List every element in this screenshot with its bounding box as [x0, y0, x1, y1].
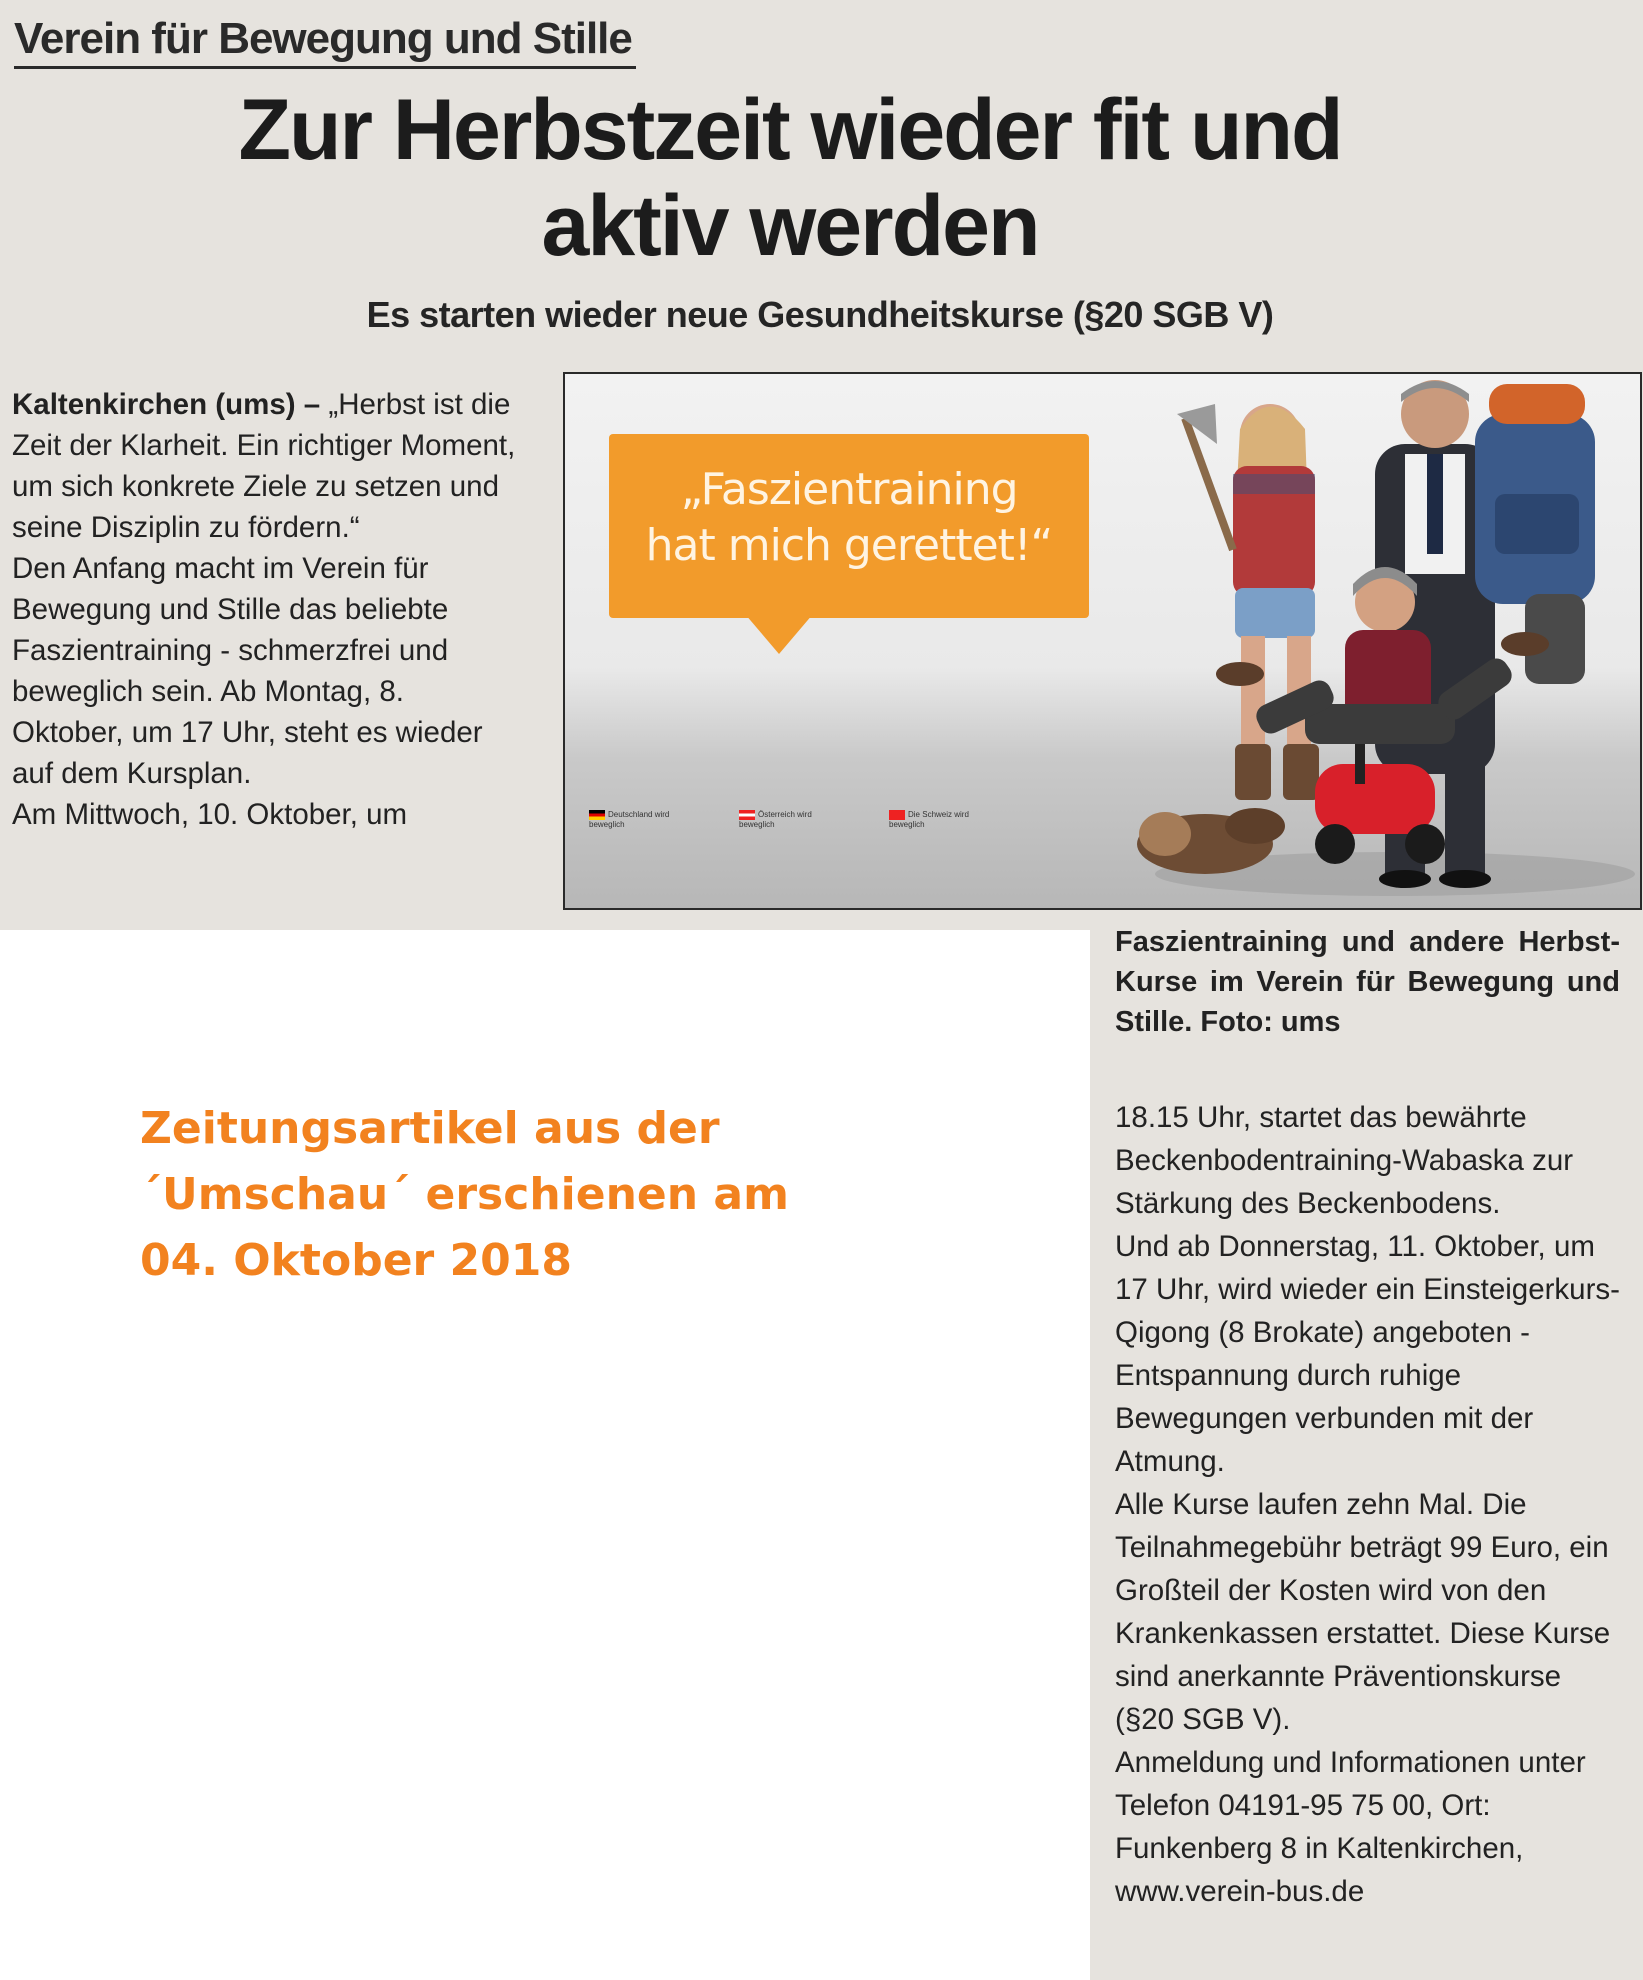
headline-line-1: Zur Herbstzeit wieder fit und — [238, 82, 1342, 178]
article-subheadline: Es starten wieder neue Gesundheitskurse (§20 SGB V) — [366, 294, 1274, 335]
article-headline — [140, 82, 1440, 274]
logo-austria-text: Österreich wird beweglich — [739, 810, 812, 829]
article-photo — [563, 372, 1642, 910]
paragraph-fees: Alle Kurse laufen zehn Mal. Die Teilnahmegebühr beträgt 99 Euro, ein Großteil der Kosten wird von den Krankenkassen erstattet. Diese Kurse sind anerkannte Präventionskurse (§20 SGB V). — [1115, 1488, 1611, 1736]
paragraph-intro — [12, 384, 518, 548]
austria-flag-icon — [739, 810, 755, 820]
paragraph-contact: Anmeldung und Informationen unter Telefon 04191-95 75 00, Ort: Funkenberg 8 in Kaltenkirchen, www.verein-bus.de — [1115, 1746, 1586, 1908]
paragraph-beckenboden: 18.15 Uhr, startet das bewährte Beckenbodentraining-Wabaska zur Stärkung des Beckenbodens. — [1115, 1101, 1574, 1220]
source-note-line-1: Zeitungsartikel aus der — [140, 1103, 720, 1154]
woman-figure — [1177, 404, 1319, 800]
speech-line-2: hat mich gerettet!“ — [645, 520, 1053, 571]
article-kicker: Verein für Bewegung und Stille — [14, 12, 636, 69]
left-text-column — [12, 384, 518, 835]
logo-germany — [589, 810, 679, 829]
source-note-line-3: 04. Oktober 2018 — [140, 1235, 573, 1286]
people-illustration — [565, 374, 1640, 908]
right-text-column — [1115, 1096, 1620, 1913]
intro-quote: „Herbst ist die Zeit der Klarheit. Ein richtiger Moment, um sich konkrete Ziele zu setzen und seine Disziplin zu fördern.“ — [12, 388, 516, 544]
paragraph-wednesday: Am Mittwoch, 10. Oktober, um — [12, 798, 408, 831]
source-note-line-2: ´Umschau´ erschienen am — [140, 1169, 789, 1220]
logo-switzerland — [889, 810, 979, 829]
paragraph-qigong: Und ab Donnerstag, 11. Oktober, um 17 Uhr, wird wieder ein Einsteigerkurs-Qigong (8 Brokate) angeboten - Entspannung durch ruhige Bewegungen verbunden mit der Atmung. — [1115, 1230, 1620, 1478]
headline-line-2: aktiv werden — [541, 178, 1039, 274]
dateline: Kaltenkirchen (ums) – — [12, 388, 321, 421]
logo-austria — [739, 810, 829, 829]
logo-germany-text: Deutschland wird beweglich — [589, 810, 670, 829]
logo-switzerland-text: Die Schweiz wird beweglich — [889, 810, 969, 829]
switzerland-flag-icon — [889, 810, 905, 820]
source-note — [140, 1096, 900, 1294]
speech-line-1: „Faszientraining — [680, 464, 1018, 515]
photo-caption: Faszientraining und andere Herbst-Kurse im Verein für Bewegung und Stille. Foto: ums — [1115, 926, 1620, 1038]
paragraph-faszien: Den Anfang macht im Verein für Bewegung und Stille das beliebte Faszientraining - schmerzfrei und beweglich sein. Ab Montag, 8. Oktober, um 17 Uhr, steht es wieder auf dem Kursplan. — [12, 552, 483, 790]
germany-flag-icon — [589, 810, 605, 820]
